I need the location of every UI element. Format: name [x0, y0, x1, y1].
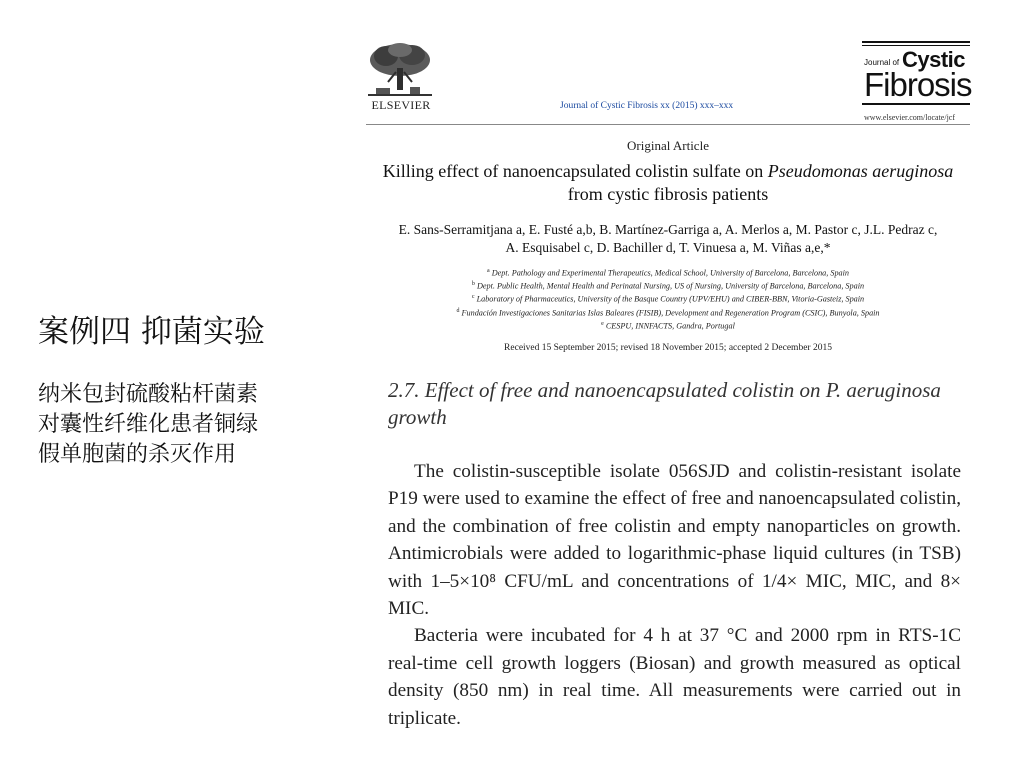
- subtitle-line: 纳米包封硫酸粘杆菌素: [38, 382, 259, 407]
- subtitle-line: 假单胞菌的杀灭作用: [38, 442, 237, 467]
- section-body: [388, 458, 961, 732]
- affiliation-item: $^b$ Dept. Public Health, Mental Health and Perinatal Nursing, US of Nursing, University of Barcelona, Barcelona, Spain: [471, 281, 865, 291]
- subtitle-line: 对囊性纤维化患者铜绿: [38, 412, 259, 437]
- affiliations: [366, 266, 970, 332]
- journal-logo: Journal of Cystic Fibrosis: [862, 41, 970, 105]
- publisher-name: ELSEVIER: [371, 98, 431, 112]
- article-type: Original Article: [627, 138, 709, 153]
- authors-line: E. Sans-Serramitjana a, E. Fusté a,b, B. Martínez-Garriga a, A. Merlos a, M. Pastor c, J.L. Pedraz c,: [398, 222, 938, 237]
- received-dates: Received 15 September 2015; revised 18 November 2015; accepted 2 December 2015: [504, 343, 832, 353]
- affiliation-item: $^d$ Fundación Investigaciones Sanitarias Islas Baleares (FISIB), Development and Regeneration Program (CSIC), Bunyola, Spain: [456, 307, 880, 318]
- affiliation-item: $^e$ CESPU, INNFACTS, Gandra, Portugal: [601, 320, 735, 331]
- elsevier-tree-logo: [366, 42, 434, 98]
- body-paragraph: The colistin-susceptible isolate 056SJD and colistin-resistant isolate P19 were used to examine the effect of free and nanoencapsulated colistin, and the combination of free colistin and empty nanoparticles on growth. Antimicrobials were added to logarithmic-phase liquid cultures (in TSB) with 1–5×10⁸ CFU/mL and concentrations of 1/4× MIC, MIC, and 8× MIC.: [388, 461, 961, 620]
- journal-reference: Journal of Cystic Fibrosis xx (2015) xxx–xxx: [560, 101, 734, 111]
- header-divider: [366, 124, 970, 125]
- slide-title: 案例四 抑菌实验: [38, 314, 265, 350]
- author-list: [366, 221, 970, 257]
- affiliation-item: $^a$ Dept. Pathology and Experimental Therapeutics, Medical School, University of Barcelona, Barcelona, Spain: [486, 268, 849, 278]
- affiliation-item: $^c$ Laboratory of Pharmaceutics, University of the Basque Country (UPV/EHU) and CIBER-BBN, Vitoria-Gasteiz, Spain: [471, 294, 865, 305]
- body-paragraph: Bacteria were incubated for 4 h at 37 °C and 2000 rpm in RTS-1C real-time cell growth loggers (Biosan) and growth measured as optical density (850 nm) in real time. All measurements were carried out in triplicate.: [388, 625, 961, 729]
- article-title: Killing effect of nanoencapsulated colistin sulfate on Pseudomonas aeruginosa from cystic fibrosis patients: [382, 161, 954, 204]
- authors-line: A. Esquisabel c, D. Bachiller d, T. Vinuesa a, M. Viñas a,e,*: [505, 240, 831, 255]
- section-heading: 2.7. Effect of free and nanoencapsulated colistin on P. aeruginosa growth: [388, 378, 941, 429]
- slide-subtitle: [38, 380, 328, 470]
- journal-url: www.elsevier.com/locate/jcf: [864, 113, 955, 122]
